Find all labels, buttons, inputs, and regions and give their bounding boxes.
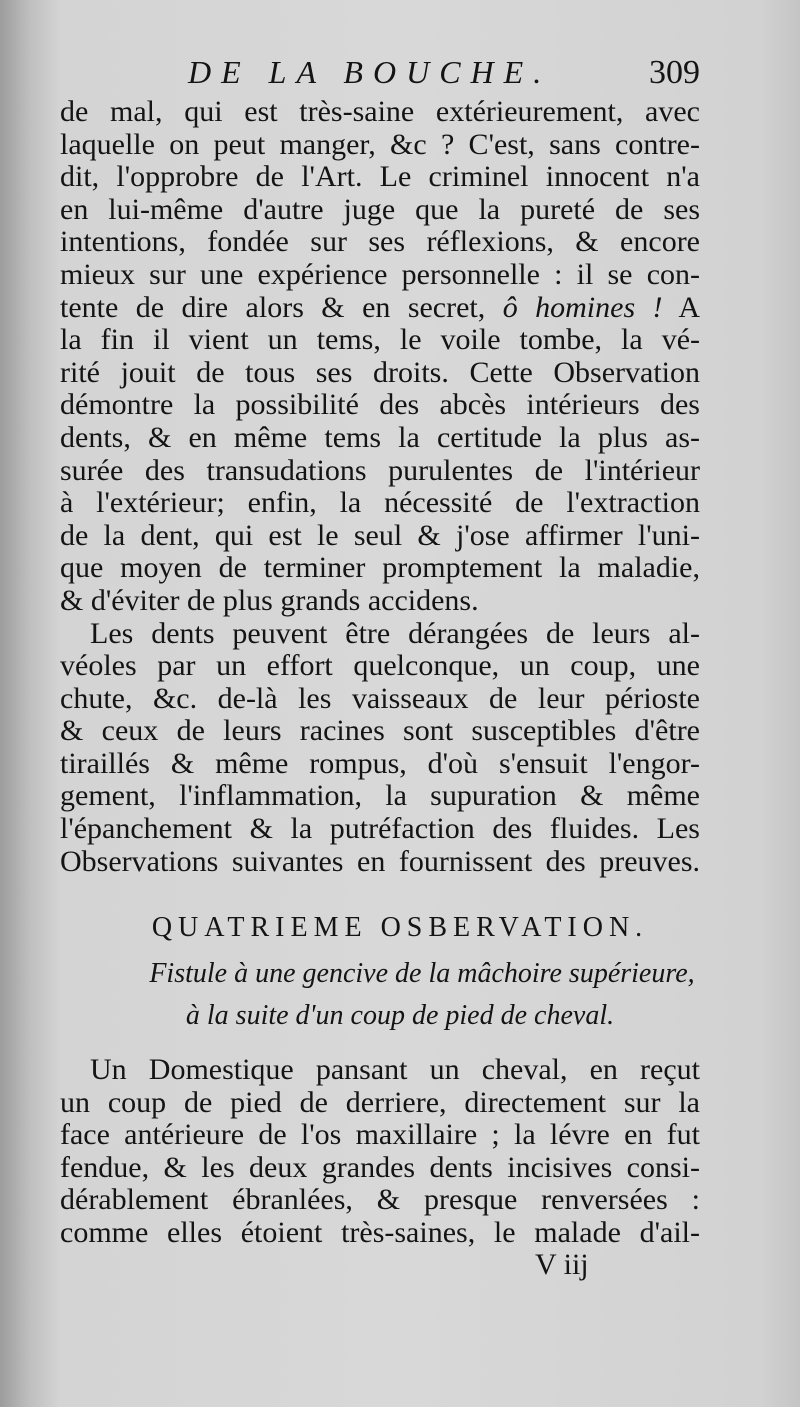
text-line: mieux sur une expérience personnelle : il se con-	[60, 257, 700, 291]
text-line: surée des transudations purulentes de l'intérieur	[60, 453, 700, 487]
text-line: fendue, & les deux grandes dents incisives consi-	[60, 1150, 700, 1184]
text-line: que moyen de terminer promptement la maladie,	[60, 551, 700, 585]
text-line: dit, l'opprobre de l'Art. Le criminel innocent n'a	[60, 160, 700, 194]
text-line: à l'extérieur; enfin, la nécessité de l'extraction	[60, 486, 700, 520]
text-line: laquelle on peut manger, &c ? C'est, sans contre-	[60, 127, 700, 161]
signature-mark: V iij	[535, 1248, 589, 1281]
text-line: gement, l'inflammation, la supuration & même	[60, 779, 700, 813]
text-line: face antérieure de l'os maxillaire ; la lévre en fut	[60, 1118, 700, 1152]
section-title: QUATRIEME OSBERVATION.	[151, 912, 649, 943]
text-line: intentions, fondée sur ses réflexions, & encore	[60, 225, 700, 259]
text-line: démontre la possibilité des abcès intérieurs des	[60, 388, 700, 422]
text-line: & d'éviter de plus grands accidens.	[60, 583, 479, 617]
text-line: comme elles étoient très-saines, le malade d'ail-	[60, 1215, 700, 1249]
text-line: la fin il vient un tems, le voile tombe, la vé-	[60, 323, 700, 357]
text-line: & ceux de leurs racines sont susceptibles d'être	[60, 714, 700, 748]
running-head: DE LA BOUCHE.	[188, 54, 552, 90]
italic-phrase: ô homines !	[502, 290, 663, 324]
paragraph-1	[60, 96, 700, 878]
text-line: dents, & en même tems la certitude la plus as-	[60, 420, 700, 454]
text-segment: A	[662, 290, 701, 324]
text-line: dérablement ébranlées, & presque renversées :	[60, 1183, 700, 1217]
text-line: un coup de pied de derriere, directement sur la	[60, 1085, 700, 1119]
text-line: Un Domestique pansant un cheval, en reçut	[90, 1053, 700, 1086]
page-number: 309	[649, 54, 700, 91]
text-line: chute, &c. de-là les vaisseaux de leur périoste	[60, 681, 700, 715]
text-line: Observations suivantes en fournissent des preuves.	[60, 844, 700, 878]
text-line: rité jouit de tous ses droits. Cette Observation	[60, 355, 700, 389]
text-line: de mal, qui est très-saine extérieurement, avec	[60, 95, 700, 128]
page-header	[60, 54, 700, 98]
text-line: l'épanchement & la putréfaction des fluides. Les	[60, 812, 700, 846]
text-line: véoles par un effort quelconque, un coup, une	[60, 649, 700, 683]
text-line: de la dent, qui est le seul & j'ose affirmer l'uni-	[60, 518, 700, 552]
text-line: en lui-même d'autre juge que la pureté de ses	[60, 192, 700, 226]
text-segment: tente de dire alors & en secret,	[60, 290, 503, 324]
paragraph-3	[60, 1054, 700, 1250]
text-line: Les dents peuvent être dérangées de leurs al-	[90, 616, 700, 650]
section-subtitle: à la suite d'un coup de pied de cheval.	[185, 1000, 615, 1031]
text-line-with-italic	[60, 292, 700, 325]
text-line: tiraillés & même rompus, d'où s'ensuit l'engor-	[60, 746, 700, 780]
section-subtitle: Fistule à une gencive de la mâchoire supérieure,	[149, 958, 695, 989]
